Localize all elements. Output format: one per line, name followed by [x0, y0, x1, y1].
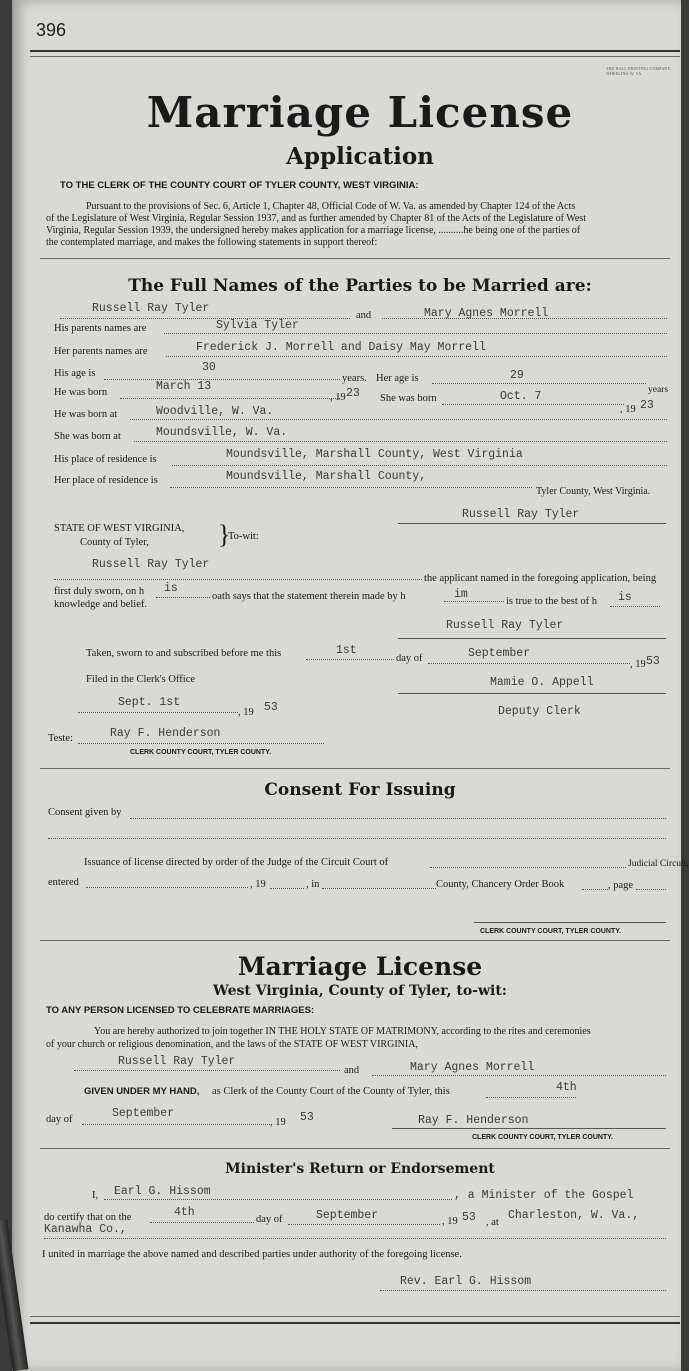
issuance-label: Issuance of license directed by order of the Judge of the Circuit Court of	[84, 857, 389, 868]
auth-line-2: of your church or religious denomination, and the laws of the STATE OF WEST VIRGINIA,	[46, 1039, 418, 1050]
teste-line	[78, 743, 324, 744]
return-heading: Minister's Return or Endorsement	[225, 1161, 495, 1177]
he-born-year: 23	[346, 387, 360, 400]
taken-day: 1st	[336, 644, 357, 657]
filed-year: 53	[264, 701, 278, 714]
to-wit: To-wit:	[228, 531, 259, 542]
her-parents-line	[166, 356, 667, 357]
she-born-19: , 19	[620, 404, 636, 415]
preamble-line-1: Pursuant to the provisions of Sec. 6, Article 1, Chapter 48, Official Code of W. Va. as amended by Chapter 124 of the Acts	[86, 201, 576, 212]
consent-line-2	[48, 838, 666, 839]
he-born-label: He was born	[54, 387, 108, 398]
his-parents-label: His parents names are	[54, 323, 147, 334]
sworn-line-a	[156, 597, 210, 598]
consent-given-by: Consent given by	[48, 807, 122, 818]
her-parents: Frederick J. Morrell and Daisy May Morrell	[196, 341, 486, 354]
to-clerk: TO THE CLERK OF THE COUNTY COURT OF TYLER COUNTY, WEST VIRGINIA:	[60, 180, 419, 191]
years-label: years.	[342, 373, 367, 384]
signature-1: Russell Ray Tyler	[462, 508, 580, 521]
his-parents-line	[164, 333, 667, 334]
years-label-2: years	[648, 385, 669, 395]
divider-4	[40, 1148, 670, 1149]
taken-day-of: day of	[396, 653, 423, 664]
her-residence-tail: Tyler County, West Virginia.	[536, 486, 651, 497]
return-place-1: Charleston, W. Va.,	[508, 1209, 640, 1222]
certify-label: do certify that on the	[44, 1212, 132, 1223]
license-month-line	[82, 1124, 270, 1125]
applicant-tail: the applicant named in the foregoing application, being	[424, 573, 657, 584]
county-chancery: County, Chancery Order Book	[436, 879, 565, 890]
applicant-name: Russell Ray Tyler	[92, 558, 210, 571]
sworn-c: is true to the best of h	[506, 596, 597, 607]
deputy-title: Deputy Clerk	[498, 705, 581, 718]
sworn-is: is	[164, 582, 178, 595]
his-residence-line	[172, 465, 667, 466]
her-age-line	[432, 383, 646, 384]
license-19: , 19	[270, 1117, 286, 1128]
return-day: 4th	[174, 1206, 195, 1219]
minister-line	[104, 1199, 452, 1200]
groom-name: Russell Ray Tyler	[92, 302, 210, 315]
he-born-at: Woodville, W. Va.	[156, 405, 274, 418]
taken-month: September	[468, 647, 531, 660]
she-born-date: Oct. 7	[500, 390, 542, 403]
license-clerk-line	[392, 1128, 666, 1129]
her-age-label: Her age is	[376, 373, 419, 384]
sworn-line-c	[610, 606, 660, 607]
return-day-of: day of	[256, 1214, 283, 1225]
clerk-caption-1: CLERK COUNTY COURT, TYLER COUNTY.	[130, 749, 272, 756]
signature-line-1	[398, 523, 666, 524]
return-19: , 19	[442, 1216, 458, 1227]
preamble-line-2: of the Legislature of West Virginia, Regular Session 1937, and as further amended by Chapter 81 of the Acts of the Legislature of West	[46, 213, 586, 224]
return-month-line	[288, 1224, 440, 1225]
judicial-circuit: Judicial Circuit,	[628, 859, 689, 869]
return-year: 53	[462, 1211, 476, 1224]
divider-3	[40, 940, 670, 941]
entered-label: entered	[48, 877, 79, 888]
his-age-line	[104, 379, 340, 380]
teste-label: Teste:	[48, 733, 73, 744]
license-bride-line	[372, 1075, 666, 1076]
united-label: I united in marriage the above named and described parties under authority of the foregoing license.	[42, 1249, 462, 1260]
she-born-at-line	[134, 441, 667, 442]
her-parents-label: Her parents names are	[54, 346, 148, 357]
license-and: and	[344, 1065, 360, 1076]
sworn-im: im	[454, 588, 468, 601]
sworn-a: first duly sworn, on h	[54, 586, 145, 597]
her-residence-line	[170, 487, 532, 488]
signature-line-2	[398, 638, 666, 639]
return-at: , at	[486, 1217, 499, 1228]
preamble-line-4: the contemplated marriage, and makes the following statements in support thereof:	[46, 237, 378, 248]
divider	[40, 258, 670, 259]
license-day: 4th	[556, 1081, 577, 1094]
signature-2: Russell Ray Tyler	[446, 619, 564, 632]
he-born-19: , 19	[330, 392, 346, 403]
license-bride: Mary Agnes Morrell	[410, 1061, 535, 1074]
return-sign-line	[380, 1290, 666, 1291]
knowledge: knowledge and belief.	[54, 599, 148, 610]
license-groom-line	[74, 1070, 340, 1071]
license-month: September	[112, 1107, 175, 1120]
minister-name: Earl G. Hissom	[114, 1185, 211, 1198]
taken-day-line	[306, 659, 394, 660]
printer-imprint: THE HALL PRINTING COMPANY, WHEELING W. VA.	[606, 66, 672, 76]
her-age: 29	[510, 369, 524, 382]
she-born-label: She was born	[380, 393, 437, 404]
return-i: I,	[92, 1190, 99, 1201]
sworn-line-b	[444, 601, 504, 602]
license-day-of: day of	[46, 1114, 73, 1125]
taken-19: , 19	[630, 659, 646, 670]
license-subtitle: West Virginia, County of Tyler, to-wit:	[213, 983, 507, 999]
entered-year-line	[270, 888, 304, 889]
groom-line	[60, 318, 350, 319]
page-line	[636, 889, 666, 890]
she-born-at-label: She was born at	[54, 431, 121, 442]
return-month: September	[316, 1209, 379, 1222]
book-line	[582, 889, 608, 890]
license-caption: CLERK COUNTY COURT, TYLER COUNTY.	[472, 1134, 614, 1141]
deputy-line	[398, 693, 666, 694]
sworn-b: oath says that the statement therein made by h	[212, 591, 406, 602]
auth-line-1: You are hereby authorized to join together IN THE HOLY STATE OF MATRIMONY, according to the rites and ceremonies	[94, 1026, 591, 1037]
application-subtitle: Application	[286, 143, 434, 170]
brace: }	[218, 520, 231, 549]
return-signature: Rev. Earl G. Hissom	[400, 1275, 532, 1288]
bottom-rule	[30, 1316, 680, 1317]
license-clerk: Ray F. Henderson	[418, 1114, 529, 1127]
taken-month-line	[428, 663, 630, 664]
consent-heading: Consent For Issuing	[264, 780, 456, 800]
place-line	[44, 1238, 666, 1239]
a-minister: , a Minister of the Gospel	[454, 1189, 634, 1202]
certify-day-line	[150, 1222, 254, 1223]
license-groom: Russell Ray Tyler	[118, 1055, 236, 1068]
license-year: 53	[300, 1111, 314, 1124]
he-born-line	[120, 398, 340, 399]
bottom-rule-2	[30, 1322, 680, 1324]
entered-line	[86, 887, 248, 888]
she-born-line	[442, 404, 624, 405]
state-label: STATE OF WEST VIRGINIA,	[54, 523, 185, 534]
he-born-at-label: He was born at	[54, 409, 118, 420]
his-residence: Moundsville, Marshall County, West Virginia	[226, 448, 523, 461]
her-residence-label: Her place of residence is	[54, 475, 158, 486]
she-born-at: Moundsville, W. Va.	[156, 426, 288, 439]
to-any-person: TO ANY PERSON LICENSED TO CELEBRATE MARRIAGES:	[46, 1005, 315, 1016]
taken-label: Taken, sworn to and subscribed before me this	[86, 648, 282, 659]
return-place-2: Kanawha Co.,	[44, 1223, 127, 1236]
divider-2	[40, 768, 670, 769]
consent-line	[130, 818, 666, 819]
entered-in: , in	[306, 879, 320, 890]
given-under: GIVEN UNDER MY HAND,	[84, 1086, 200, 1097]
filed-label: Filed in the Clerk's Office	[86, 674, 196, 685]
top-rule-2	[30, 56, 680, 57]
consent-sign-line	[474, 922, 666, 923]
issuance-line	[430, 867, 626, 868]
entered-19: , 19	[250, 879, 266, 890]
his-parents: Sylvia Tyler	[216, 319, 299, 332]
sworn-is-2: is	[618, 591, 632, 604]
bride-name: Mary Agnes Morrell	[424, 307, 549, 320]
teste-name: Ray F. Henderson	[110, 727, 221, 740]
he-born-date: March 13	[156, 380, 212, 393]
given-day-line	[486, 1097, 576, 1098]
entered-county-line	[322, 888, 436, 889]
his-age-label: His age is	[54, 368, 96, 379]
margin-rule	[12, 0, 14, 1371]
and-label: and	[356, 310, 372, 321]
he-born-at-line	[130, 419, 667, 420]
page-label: , page	[608, 880, 634, 891]
county-label: County of Tyler,	[80, 537, 149, 548]
application-title: Marriage License	[146, 88, 574, 137]
taken-year: 53	[646, 655, 660, 668]
applicant-line	[54, 579, 422, 580]
license-title: Marriage License	[237, 952, 483, 981]
her-residence: Moundsville, Marshall County,	[226, 470, 427, 483]
deputy-name: Mamie O. Appell	[490, 676, 594, 689]
filed-date: Sept. 1st	[118, 696, 181, 709]
parties-heading: The Full Names of the Parties to be Married are:	[128, 276, 592, 296]
his-age: 30	[202, 361, 216, 374]
given-tail: as Clerk of the County Court of the County of Tyler, this	[212, 1086, 450, 1097]
filed-19: , 19	[238, 707, 254, 718]
top-rule	[30, 50, 680, 52]
filed-date-line	[78, 712, 238, 713]
she-born-year: 23	[640, 399, 654, 412]
page-number: 396	[36, 20, 67, 40]
preamble-line-3: Virginia, Regular Session 1939, the undersigned hereby makes application for a marriage license, ..........he being one of the parties of	[46, 225, 581, 236]
consent-caption: CLERK COUNTY COURT, TYLER COUNTY.	[480, 928, 622, 935]
his-residence-label: His place of residence is	[54, 454, 157, 465]
